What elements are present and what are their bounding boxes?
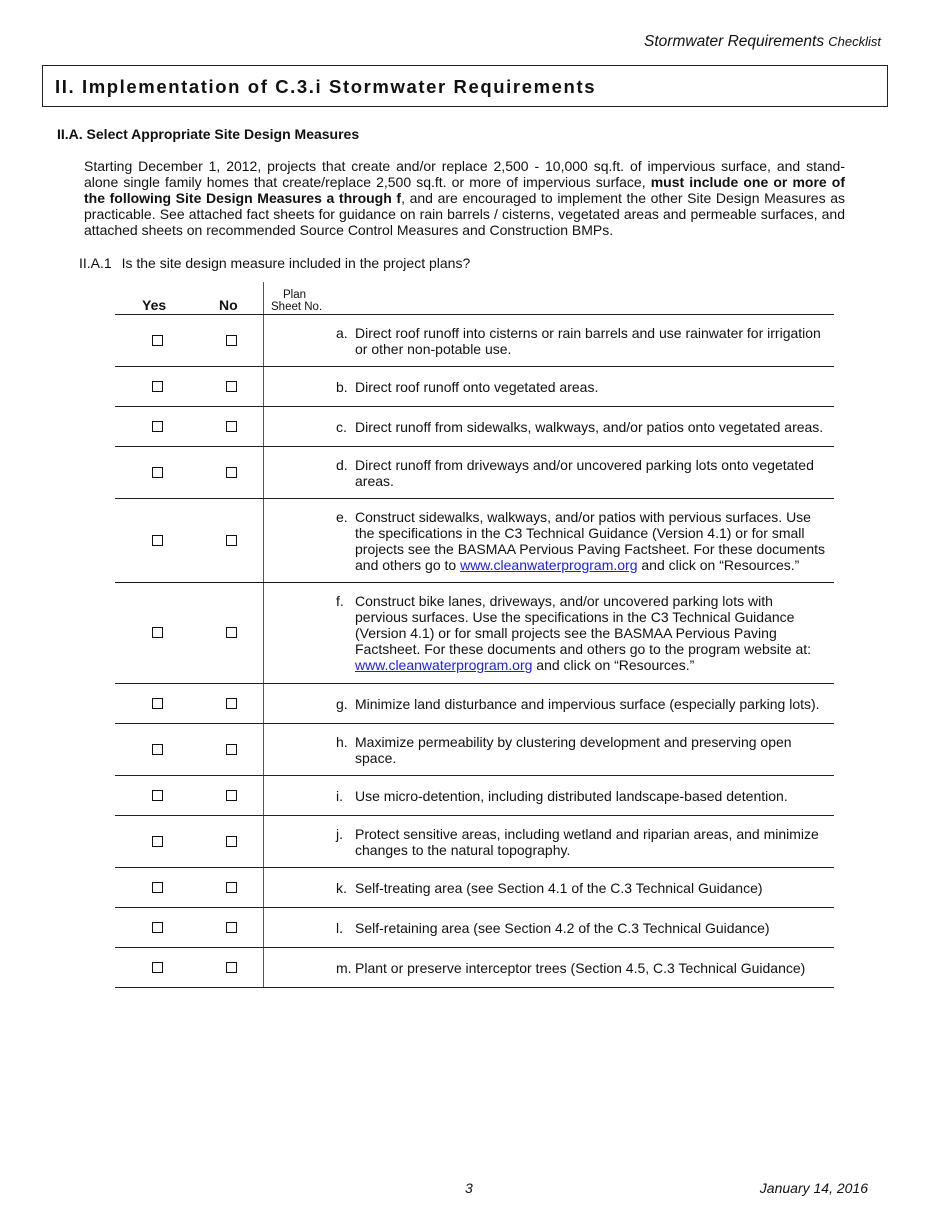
cleanwaterprogram-link[interactable]: www.cleanwaterprogram.org xyxy=(460,556,638,573)
checkbox-no[interactable] xyxy=(226,836,237,847)
measure-item xyxy=(336,734,828,766)
table-header xyxy=(115,282,834,315)
item-text: Protect sensitive areas, including wetland and riparian areas, and minimize changes to the natural topography. xyxy=(355,825,819,858)
intro-text-2: , and are encouraged to implement the other Site Design Measures as practicable. See attached fact sheets for guidance on rain barrels / cisterns, vegetated areas and permeable surfaces, and attached sheets on recommended Source Control Measures and Construction BMPs. xyxy=(84,190,845,238)
item-text: Use micro-detention, including distributed landscape-based detention. xyxy=(355,787,788,804)
checkbox-no[interactable] xyxy=(226,698,237,709)
measure-item xyxy=(336,960,828,976)
checkbox-yes[interactable] xyxy=(152,535,163,546)
checkbox-yes[interactable] xyxy=(152,882,163,893)
item-text: Minimize land disturbance and impervious surface (especially parking lots). xyxy=(355,695,820,712)
measure-item xyxy=(336,696,828,712)
measure-item xyxy=(336,325,828,357)
item-letter: i. xyxy=(336,787,343,804)
checkbox-no[interactable] xyxy=(226,627,237,638)
item-letter: g. xyxy=(336,695,348,712)
intro-text-1: Starting December 1, 2012, projects that create and/or replace 2,500 - 10,000 sq.ft. of impervious surface, and stand-alone single family homes that create/replace 2,500 sq.ft. or more of impervious surface, xyxy=(84,158,845,190)
table-row xyxy=(115,948,834,988)
checkbox-no[interactable] xyxy=(226,744,237,755)
checkbox-no[interactable] xyxy=(226,790,237,801)
intro-bold-text: must include one or more of the following Site Design Measures a through f xyxy=(84,174,846,206)
checkbox-no[interactable] xyxy=(226,882,237,893)
table-row xyxy=(115,315,834,367)
cleanwaterprogram-link[interactable]: www.cleanwaterprogram.org xyxy=(355,657,533,673)
checkbox-yes[interactable] xyxy=(152,836,163,847)
column-header-plan-sheet: Plan Sheet No. xyxy=(271,289,323,313)
item-letter: k. xyxy=(336,879,347,896)
checkbox-no[interactable] xyxy=(226,467,237,478)
question-number: II.A.1 xyxy=(79,255,112,271)
item-letter: m. xyxy=(336,959,352,976)
item-letter: j. xyxy=(336,825,343,842)
section-title: II. Implementation of C.3.i Stormwater Requirements xyxy=(55,76,597,97)
table-row xyxy=(115,908,834,948)
checkbox-yes[interactable] xyxy=(152,962,163,973)
item-letter: l. xyxy=(336,919,343,936)
table-row xyxy=(115,868,834,908)
header-title: Stormwater Requirements xyxy=(644,33,825,50)
running-header xyxy=(644,33,881,51)
column-header-yes: Yes xyxy=(142,297,167,313)
item-text: Direct runoff from sidewalks, walkways, and/or patios onto vegetated areas. xyxy=(355,418,824,435)
checkbox-no[interactable] xyxy=(226,962,237,973)
table-row xyxy=(115,367,834,407)
item-text: Direct roof runoff into cisterns or rain barrels and use rainwater for irrigation or other non-potable use. xyxy=(355,324,821,357)
table-row xyxy=(115,499,834,583)
item-text: Direct runoff from driveways and/or uncovered parking lots onto vegetated areas. xyxy=(355,456,814,489)
checkbox-yes[interactable] xyxy=(152,744,163,755)
checkbox-yes[interactable] xyxy=(152,922,163,933)
checkbox-no[interactable] xyxy=(226,381,237,392)
measure-item xyxy=(336,880,828,896)
measure-item xyxy=(336,419,828,435)
measure-item xyxy=(336,593,828,673)
item-text: Construct sidewalks, walkways, and/or patios with pervious surfaces. Use the specifications in the C3 Technical Guidance (Version 4.1) or for small projects see the BASMAA Pervious Paving Factsheet. For these documents and others go to www.cleanwaterprogram.org and click on “Resources.” xyxy=(355,508,826,573)
intro-paragraph xyxy=(84,158,845,238)
measure-item xyxy=(336,379,828,395)
checkbox-no[interactable] xyxy=(226,421,237,432)
checkbox-yes[interactable] xyxy=(152,790,163,801)
checkbox-yes[interactable] xyxy=(152,467,163,478)
footer-date: January 14, 2016 xyxy=(759,1180,868,1196)
site-design-measures-table xyxy=(115,282,834,988)
column-divider xyxy=(263,282,264,314)
table-row xyxy=(115,583,834,684)
question xyxy=(79,255,470,271)
checkbox-yes[interactable] xyxy=(152,698,163,709)
section-heading-box xyxy=(42,65,888,107)
item-text: Maximize permeability by clustering development and preserving open space. xyxy=(355,733,792,766)
item-text: Direct roof runoff onto vegetated areas. xyxy=(355,378,599,395)
item-letter: b. xyxy=(336,378,348,395)
item-text: Self-treating area (see Section 4.1 of the C.3 Technical Guidance) xyxy=(355,879,763,896)
item-letter: a. xyxy=(336,324,348,341)
item-text: Construct bike lanes, driveways, and/or uncovered parking lots with pervious surfaces. Use the specifications in the C3 Technical Guidance (Version 4.1) or for small projects see the BASMAA Pervious Paving Factsheet. For these documents and others go to the program website at: www.cleanwaterprogram.org and click on “Resources.” xyxy=(355,593,812,673)
question-text: Is the site design measure included in the project plans? xyxy=(121,255,471,271)
checkbox-no[interactable] xyxy=(226,535,237,546)
item-text: Plant or preserve interceptor trees (Section 4.5, C.3 Technical Guidance) xyxy=(355,959,806,976)
item-text: Self-retaining area (see Section 4.2 of the C.3 Technical Guidance) xyxy=(355,919,770,936)
table-row xyxy=(115,724,834,776)
checkbox-yes[interactable] xyxy=(152,381,163,392)
page-number: 3 xyxy=(465,1180,473,1196)
measure-item xyxy=(336,826,828,858)
measure-item xyxy=(336,457,828,489)
table-row xyxy=(115,776,834,816)
checkbox-yes[interactable] xyxy=(152,421,163,432)
table-row xyxy=(115,816,834,868)
measure-item xyxy=(336,920,828,936)
item-letter: f. xyxy=(336,593,344,609)
item-letter: e. xyxy=(336,508,348,525)
header-subtitle: Checklist xyxy=(828,34,881,49)
table-row xyxy=(115,684,834,724)
checkbox-yes[interactable] xyxy=(152,627,163,638)
item-letter: c. xyxy=(336,418,347,435)
table-row xyxy=(115,407,834,447)
measure-item xyxy=(336,509,828,573)
item-letter: d. xyxy=(336,456,348,473)
checkbox-no[interactable] xyxy=(226,335,237,346)
checkbox-yes[interactable] xyxy=(152,335,163,346)
checkbox-no[interactable] xyxy=(226,922,237,933)
measure-item xyxy=(336,788,828,804)
table-row xyxy=(115,447,834,499)
column-header-no: No xyxy=(219,297,238,313)
subsection-title: II.A. Select Appropriate Site Design Measures xyxy=(57,126,360,142)
item-letter: h. xyxy=(336,733,348,750)
